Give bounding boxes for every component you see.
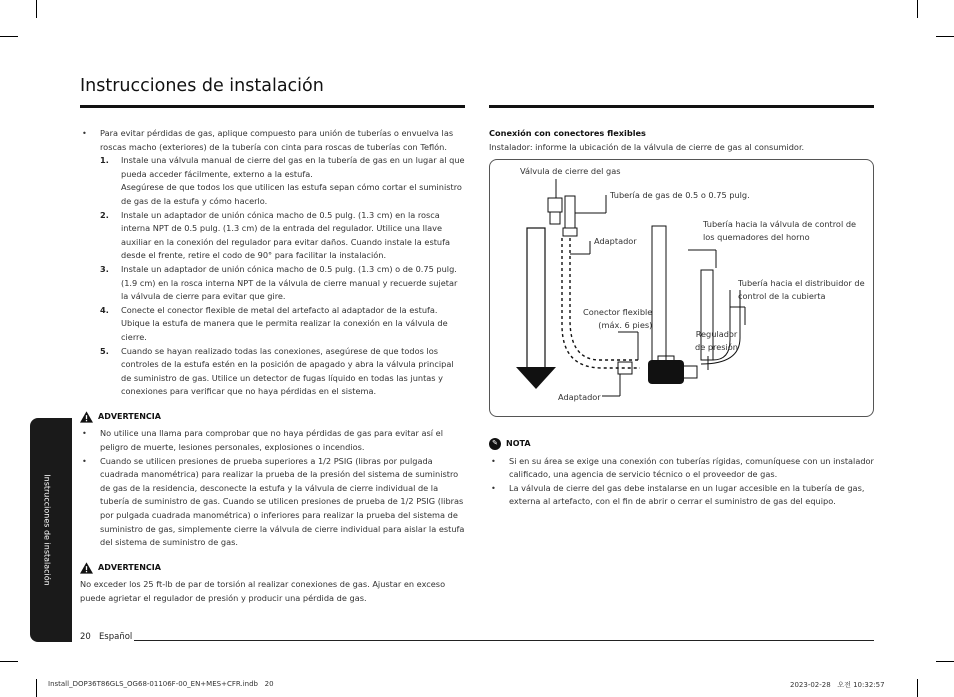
steps-list (100, 154, 465, 399)
right-header (489, 127, 874, 154)
oven-pipe-line-1: Tubería hacia la válvula de control de (703, 219, 857, 229)
crop-mark (0, 661, 18, 662)
cooktop-pipe-line-2: control de la cubierta (738, 291, 826, 301)
list-item (80, 127, 465, 399)
note-item: • La válvula de cierre del gas debe instalarse en un lugar accesible en la tubería de gas, externa al artefacto, con el fin de abrir o cerrar el suministro de gas del equipo. (489, 482, 874, 509)
diagram-label-oven-pipe (703, 218, 856, 244)
warning-list (80, 427, 465, 549)
step-number: 2. (100, 209, 109, 220)
warning-text: No exceder los 25 ft-lb de par de torsión al realizar conexiones de gas. Ajustar en exceso puede agrietar el regulador de presión y producir una pérdida de gas. (80, 579, 446, 603)
warning-heading (80, 561, 465, 575)
warning-title: ADVERTENCIA (98, 411, 161, 421)
print-file-info: Install_DOP36T86GLS_OG68-01106F-00_EN+MES+CFR.indb 20 (48, 680, 274, 688)
crop-mark (936, 36, 954, 37)
step-text: Instale una válvula manual de cierre del gas en la tubería de gas en un lugar al que pueda acceder fácilmente, externo a la estufa. (121, 155, 465, 179)
step-text: Instale un adaptador de unión cónica macho de 0.5 pulg. (1.3 cm) en la rosca interna NPT de 0.5 pulg. (1.3 cm) de la entrada del regulador. Utilice una llave auxiliar en la conexión del regulador para evitar daños. Cuando instale la estufa desde el frente, retire el codo de 90° para facilitar la instalación. (121, 209, 451, 261)
crop-mark (36, 0, 37, 18)
diagram-label-cooktop-pipe (738, 277, 865, 303)
step-number: 1. (100, 155, 109, 166)
warning-item: • Cuando se utilicen presiones de prueba superiores a 1/2 PSIG (libras por pulgada cuadrada manométrica) para realizar la prueba de la presión del sistema de suministro de gas de la residencia, desconecte la estufa y la válvula de cierre individual de la tubería de suministro de gas. Cuando se utilicen presiones de prueba de 1/2 PSIG (libras por pulgada cuadrada manométrica) o inferiores para realizar la prueba del sistema de suministro de gas, simplemente cierre la válvula de cierre individual para aislar la estufa del sistema de suministro de gas. (80, 455, 465, 550)
regulator-line-2: de presión (695, 342, 738, 352)
crop-mark (917, 0, 918, 18)
diagram-label-flow: Flujo de gas a la estufa (531, 253, 541, 357)
warning-title: ADVERTENCIA (98, 562, 161, 572)
step-item (100, 345, 465, 399)
step-text: Conecte el conector flexible de metal del artefacto al adaptador de la estufa. Ubique la estufa de manera que le permita realizar la conexión en la válvula de cierre. (121, 304, 448, 342)
step-number: 5. (100, 345, 109, 356)
diagram-label-gas-pipe: Tubería de gas de 0.5 o 0.75 pulg. (610, 190, 750, 200)
install-list (80, 127, 465, 399)
step-item (100, 304, 465, 345)
left-column (80, 127, 465, 606)
note-section (489, 437, 874, 509)
diagram-label-regulator (695, 328, 738, 354)
installer-note: Instalador: informe la ubicación de la válvula de cierre de gas al consumidor. (489, 141, 805, 152)
step-text: Asegúrese de que todos los que utilicen las estufa sepan cómo cortar el suministro de gas de la estufa y cómo hacerlo. (121, 182, 462, 206)
step-item (100, 154, 465, 208)
diagram-label-flexible-connector (583, 306, 652, 332)
footer-rule (134, 640, 874, 641)
intro-text: • Para evitar pérdidas de gas, aplique compuesto para unión de tuberías o envuelva las roscas macho (exteriores) de la tubería con cinta para roscas de tuberías con Teflón. (100, 128, 454, 152)
crop-mark (936, 661, 954, 662)
step-item (100, 209, 465, 263)
page-number: 20 (80, 632, 91, 642)
section-subtitle: Conexión con conectores flexibles (489, 128, 646, 138)
title-rule-left (80, 105, 465, 108)
diagram-label-adapter-top: Adaptador (594, 236, 637, 246)
warning-heading (80, 410, 465, 424)
warning-icon (80, 411, 93, 423)
cooktop-pipe-line-1: Tubería hacia el distribuidor de (738, 278, 865, 288)
note-title: NOTA (506, 439, 531, 448)
warning-icon (80, 562, 93, 574)
crop-mark (0, 36, 18, 37)
title-rule-right (489, 105, 874, 108)
crop-mark (917, 679, 918, 697)
step-number: 4. (100, 304, 109, 315)
gas-connection-diagram (489, 159, 874, 417)
note-icon: ✎ (489, 438, 501, 450)
step-item (100, 263, 465, 304)
side-tab-label: Instrucciones de instalación (42, 474, 52, 586)
flex-line-1: Conector flexible (583, 307, 653, 317)
step-text: Instale un adaptador de unión cónica macho de 0.5 pulg. (1.3 cm) o de 0.75 pulg. (1.9 cm) en la rosca interna NPT de la válvula de cierre manual y recuerde sujetar la válvula de cierre para evitar que gire. (121, 263, 458, 302)
print-date-info: 2023-02-28 오전 10:32:57 (790, 681, 885, 689)
diagram-label-adapter-bottom: Adaptador (558, 392, 601, 402)
page-footer (80, 632, 132, 642)
page-title: Instrucciones de instalación (80, 76, 324, 96)
section-side-tab (30, 418, 72, 642)
note-heading (489, 437, 874, 451)
step-text: Cuando se hayan realizado todas las conexiones, asegúrese de que todos los controles de la estufa estén en la posición de apagado y abra la válvula principal de suministro de gas. Utilice un detector de fugas líquido en todas las juntas y conexiones para verificar que no haya pérdidas en el sistema. (121, 345, 454, 397)
regulator-line-1: Regulador (695, 329, 738, 339)
warning-item: • No utilice una llama para comprobar que no haya pérdidas de gas para evitar así el peligro de muerte, lesiones personales, explosiones o incendios. (80, 427, 465, 454)
flex-line-2: (máx. 6 pies) (598, 320, 653, 330)
step-number: 3. (100, 263, 109, 274)
note-item: • Si en su área se exige una conexión con tuberías rígidas, comuníquese con un instalador calificado, una agencia de servicio técnico o el proveedor de gas. (489, 455, 874, 482)
note-list (489, 455, 874, 509)
diagram-label-shutoff-valve: Válvula de cierre del gas (520, 166, 621, 176)
crop-mark (36, 679, 37, 697)
footer-language: Español (98, 632, 133, 642)
oven-pipe-line-2: los quemadores del horno (703, 232, 810, 242)
